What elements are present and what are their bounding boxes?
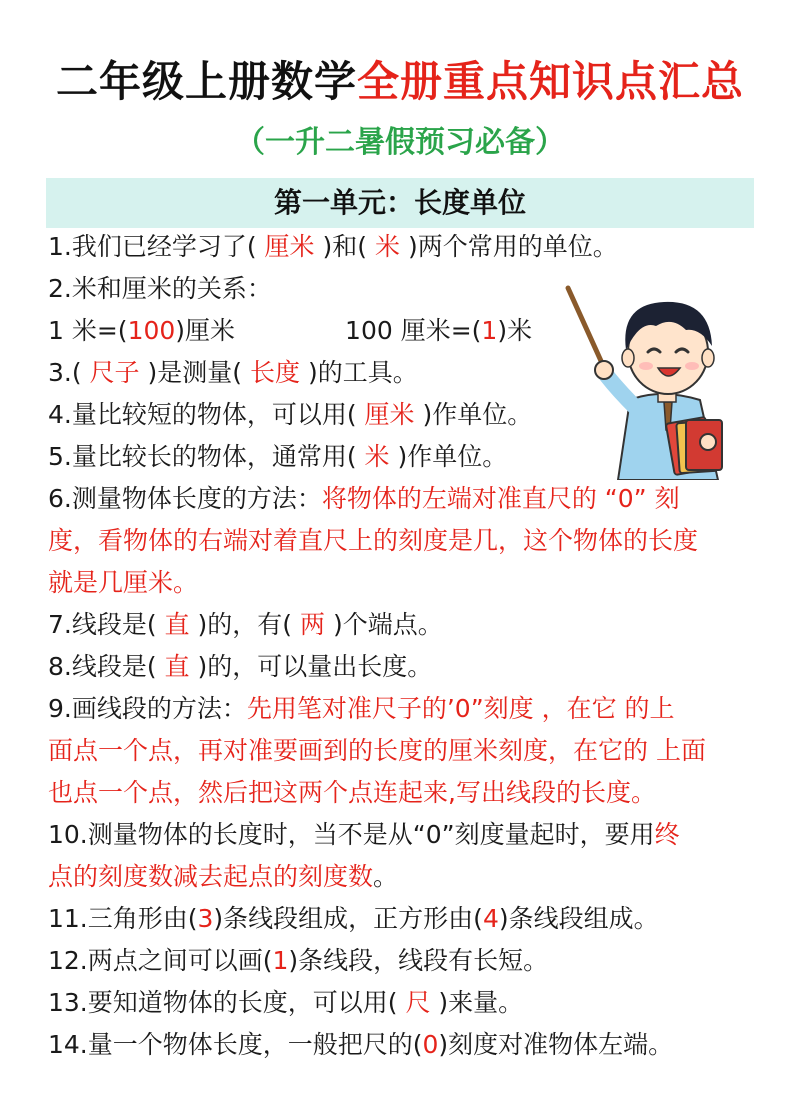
item-3 [48,352,418,394]
answer: 长度 [242,358,308,387]
item-7 [48,604,443,646]
item-5 [48,436,507,478]
item-text: )的，可以量出长度。 [197,652,433,681]
item-text: 8.线段是( [48,652,157,681]
answer: 直 [156,652,198,681]
item-text: 12.两点之间可以画( [48,946,273,975]
item-text: )条线段组成。 [498,904,659,933]
item-2-relation [48,310,532,352]
unit-heading: 第一单元：长度单位 [46,178,754,228]
item-text: )刻度对准物体左端。 [438,1030,674,1059]
item-text: 5.量比较长的物体，通常用( [48,442,357,471]
answer: 面点一个点，再对准要画到的长度的厘米刻度，在它的 上面 [48,736,706,765]
answer: 先用笔对准尺子的’0”刻度 ，在它 的上 [246,694,675,723]
answer: 也点一个点，然后把这两个点连起来,写出线段的长度。 [48,778,656,807]
answer: 厘米 [256,232,323,261]
item-text: 9.画线段的方法： [48,694,247,723]
answer: 两 [292,610,333,639]
item-text: 13.要知道物体的长度，可以用( [48,988,398,1017]
answer: 终 [654,820,680,849]
item-8 [48,646,432,688]
item-text: 4.量比较短的物体，可以用( [48,400,357,429]
answer: 3 [197,904,214,933]
item-text: )个端点。 [332,610,443,639]
item-text: 11.三角形由( [48,904,198,933]
page-subtitle: （一升二暑假预习必备） [235,125,565,160]
page-title [0,52,800,112]
hand [595,361,613,379]
answer: 就是几厘米。 [48,568,199,597]
item-text: )作单位。 [422,400,533,429]
item-text: )和( [322,232,368,261]
answer: 尺 [397,988,439,1017]
answer: 直 [156,610,198,639]
answer: 100 [127,316,176,345]
item-text: )条线段组成，正方形由( [213,904,483,933]
answer: 尺子 [81,358,148,387]
item-text: 100 厘米=( [345,316,482,345]
item-14 [48,1024,673,1066]
answer: 0 [422,1030,439,1059]
item-text: 10.测量物体的长度时，当不是从“0”刻度量起时，要用 [48,820,655,849]
title-black: 二年级上册数学 [55,57,357,106]
item-10 [48,814,760,898]
answer: 1 [272,946,289,975]
title-red: 全册重点知识点汇总 [357,57,745,106]
item-text: 1 米=( [48,316,128,345]
item-text: )厘米 [175,316,236,345]
item-13 [48,982,523,1024]
answer: 4 [482,904,499,933]
item-4 [48,394,532,436]
item-1 [48,226,618,268]
item-text: 1.我们已经学习了( [48,232,257,261]
teacher-illustration [560,280,760,480]
item-text: 。 [373,862,399,891]
item-6 [48,478,760,604]
item-text: )来量。 [438,988,524,1017]
answer: 米 [367,232,408,261]
item-text: 6.测量物体长度的方法： [48,484,322,513]
item-11 [48,898,659,940]
item-text: )的，有( [197,610,293,639]
item-text: 7.线段是( [48,610,157,639]
answer: 1 [481,316,498,345]
answer: 将物体的左端对准直尺的 “0” 刻 [321,484,680,513]
pointer-stick [568,288,606,372]
item-text: )两个常用的单位。 [407,232,618,261]
answer: 度，看物体的右端对着直尺上的刻度是几，这个物体的长度 [48,526,699,555]
answer: 米 [356,442,398,471]
item-text: )的工具。 [307,358,418,387]
item-text: )米 [497,316,533,345]
item-text: )条线段，线段有长短。 [288,946,549,975]
answer: 厘米 [356,400,423,429]
item-text: )是测量( [147,358,243,387]
item-9 [48,688,760,814]
item-text: 3.( [48,358,82,387]
item-12 [48,940,548,982]
answer: 点的刻度数减去起点的刻度数 [48,862,374,891]
item-text: )作单位。 [397,442,508,471]
item-text: 14.量一个物体长度，一般把尺的( [48,1030,423,1059]
item-2: 2.米和厘米的关系： [48,274,272,303]
